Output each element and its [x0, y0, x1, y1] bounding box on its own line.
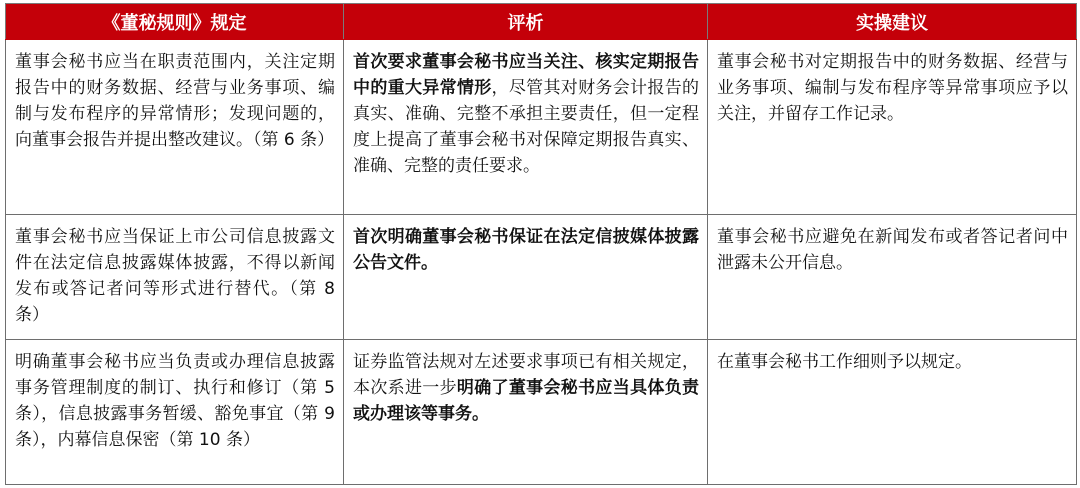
cell-advice: 董事会秘书对定期报告中的财务数据、经营与业务事项、编制与发布程序等异常事项应予以关注，并留存工作记录。 — [708, 40, 1077, 215]
header-rule: 《董秘规则》规定 — [6, 4, 344, 40]
cell-rule: 董事会秘书应当保证上市公司信息披露文件在法定信息披露媒体披露，不得以新闻发布或答记者问等形式进行替代。（第 8 条） — [6, 215, 344, 340]
analysis-emphasis: 明确了董事会秘书应当具体负责或办理该等事务。 — [353, 378, 700, 424]
cell-analysis — [344, 40, 708, 215]
table-row — [6, 215, 1077, 340]
header-analysis: 评析 — [344, 4, 708, 40]
table-container — [5, 3, 1076, 485]
analysis-emphasis: 首次明确董事会秘书保证在法定信披媒体披露公告文件。 — [353, 227, 699, 273]
cell-advice: 董事会秘书应避免在新闻发布或者答记者问中泄露未公开信息。 — [708, 215, 1077, 340]
cell-advice: 在董事会秘书工作细则予以规定。 — [708, 340, 1077, 485]
cell-analysis — [344, 215, 708, 340]
cell-analysis — [344, 340, 708, 485]
table-row — [6, 340, 1077, 485]
table-row — [6, 40, 1077, 215]
cell-rule: 明确董事会秘书应当负责或办理信息披露事务管理制度的制订、执行和修订（第 5 条），信息披露事务暂缓、豁免事宜（第 9 条），内幕信息保密（第 10 条） — [6, 340, 344, 485]
cell-rule: 董事会秘书应当在职责范围内，关注定期报告中的财务数据、经营与业务事项、编制与发布程序的异常情形；发现问题的，向董事会报告并提出整改建议。（第 6 条） — [6, 40, 344, 215]
analysis-emphasis: 首次要求董事会秘书应当关注、核实定期报告中的重大异常情形 — [353, 52, 699, 98]
rules-table — [5, 3, 1077, 485]
header-advice: 实操建议 — [708, 4, 1077, 40]
table-header-row — [6, 4, 1077, 40]
analysis-text: ，尽管其对财务会计报告的真实、准确、完整不承担主要责任，但一定程度上提高了董事会秘书对保障定期报告真实、准确、完整的责任要求。 — [353, 78, 700, 176]
analysis-text: 证券监管法规对左述要求事项已有相关规定，本次系进一步 — [353, 352, 699, 398]
